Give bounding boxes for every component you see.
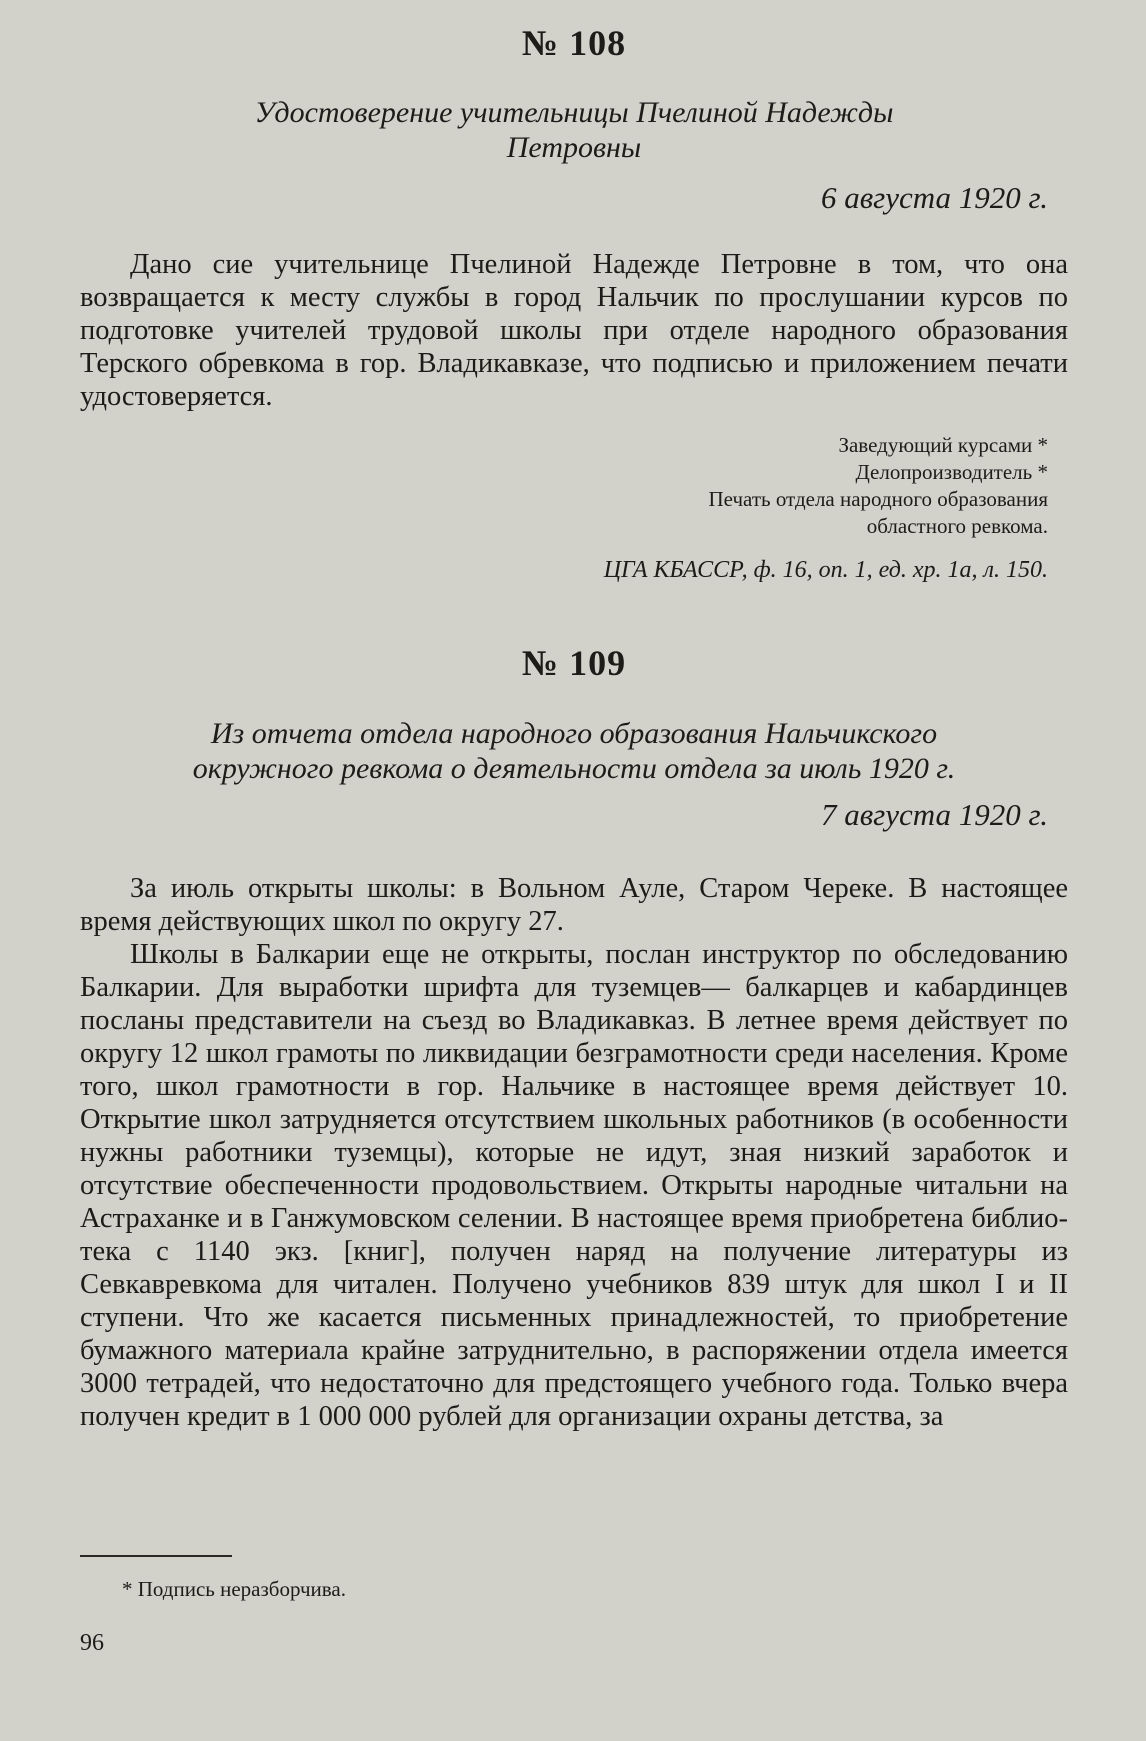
- signature-line: Заведующий курсами *: [838, 433, 1048, 457]
- doc-109-number: № 109: [521, 643, 627, 683]
- doc-108-paragraph: Дано сие учительнице Пчелиной Надежде Петровне в том, что она возвращается к месту службы в город Нальчик по прослушании курсов по подготовке учителей трудовой школы при отделе народного образования Терского обревкома в гор. Владикавказе, что подписью и приложением печати удостоверяется.: [80, 249, 1068, 412]
- doc-108-body: [80, 248, 1068, 413]
- doc-108-number: № 108: [521, 23, 627, 63]
- doc-109-date: 7 августа 1920 г.: [820, 797, 1048, 832]
- page-number: 96: [80, 1630, 104, 1656]
- doc-108-date: 6 августа 1920 г.: [820, 180, 1048, 215]
- doc-109-title: [120, 716, 1028, 786]
- doc-109-title-line-2: окружного ревкома о деятельности отдела за июль 1920 г.: [192, 752, 956, 785]
- footnote-divider: [80, 1555, 232, 1557]
- signature-line: Делопроизводитель *: [855, 460, 1048, 484]
- doc-108-signatures: [709, 432, 1048, 540]
- book-page: [80, 0, 1068, 1741]
- footnote: * Подпись неразборчива.: [122, 1577, 346, 1601]
- doc-109-paragraph: Школы в Балкарии еще не открыты, послан инструктор по обследованию Балкарии. Для выработки шрифта для туземцев— балкарцев и кабардинцев посланы представители на съезд во Владикавказ. В летнее время действует по округу 12 школ грамоты по ликвидации безграмотности среди населения. Кроме того, школ грамотности в гор. Нальчике в настоящее время действует 10. Открытие школ затрудняется отсутствием школьных работников (в особенности нужны работники туземцы), которые не идут, зная низкий заработок и отсутствие обеспеченности продовольствием. Открыты народные читальни на Астраханке и в Ганжумовском селении. В настоящее время приобретена библиотека с 1140 экз. [книг], получен наряд на получение литературы из Севкавревкома для читален. Получено учебников 839 штук для школ I и II ступени. Что же касается письменных принадлежностей, то приобретение бумажного материала крайне затруднительно, в распоряжении отдела имеется 3000 тетрадей, что недостаточно для предстоящего учебного года. Только вчера получен кредит в 1 000 000 рублей для организации охраны детства, за: [80, 939, 1068, 1432]
- signature-line: Печать отдела народного образования: [708, 487, 1048, 511]
- doc-109-title-line-1: Из отчета отдела народного образования Нальчикского: [210, 717, 938, 750]
- signature-line: областного ревкома.: [866, 514, 1048, 538]
- doc-109-paragraph: За июль открыты школы: в Вольном Ауле, Старом Череке. В настоящее время действующих школ по округу 27.: [80, 873, 1068, 937]
- doc-108-title-line-2: Петровны: [506, 131, 642, 164]
- doc-108-title-line-1: Удостоверение учительницы Пчелиной Надежды: [254, 96, 894, 129]
- doc-108-title: [120, 95, 1028, 165]
- doc-109-body: [80, 872, 1068, 1433]
- doc-108-archive-ref: ЦГА КБАССР, ф. 16, оп. 1, ед. хр. 1а, л. 150.: [603, 557, 1048, 583]
